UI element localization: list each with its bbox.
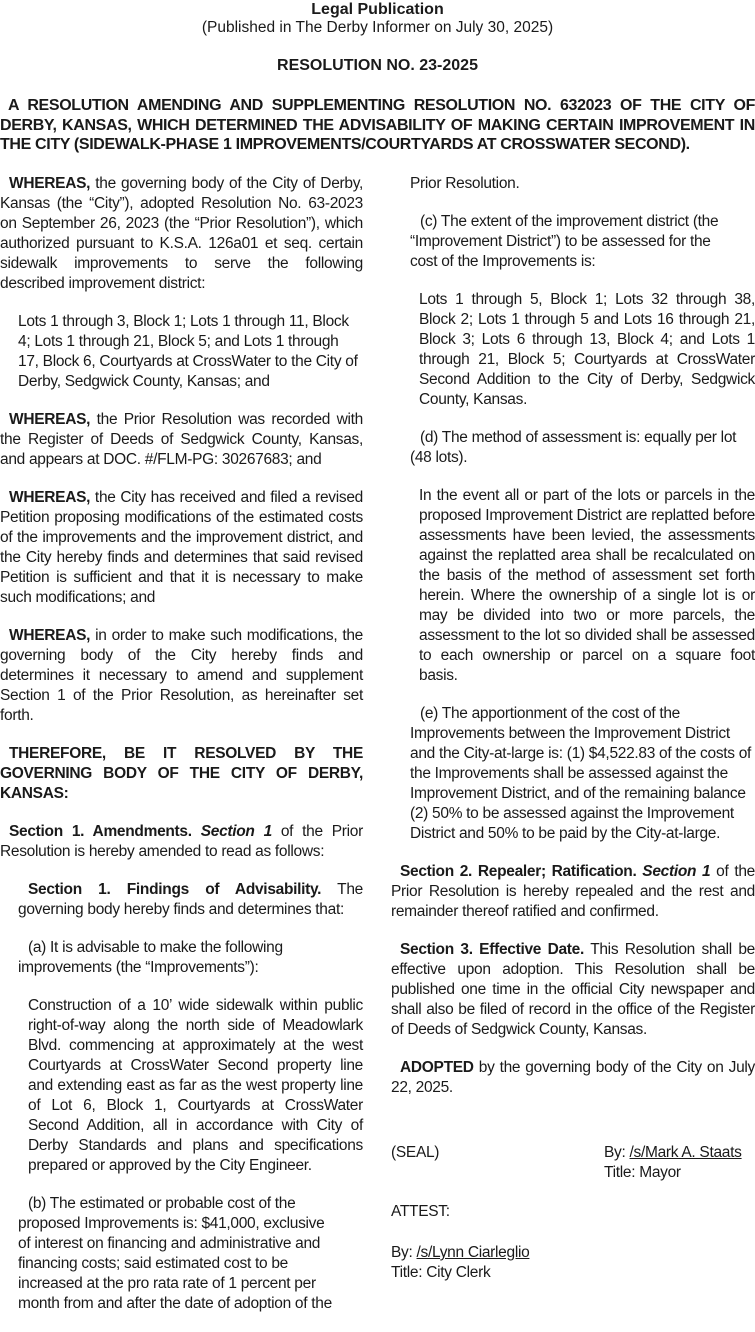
section-1-amendments (0, 822, 363, 862)
mayor-title: Title: Mayor (604, 1164, 681, 1181)
attest-label: ATTEST: (391, 1203, 450, 1220)
item-e: (e) The apportionment of the cost of the Improvements between the Improvement District and the City-at-large is: (1) $4,522.83 of the costs of the Improvements shall be assessed against the Improvement District, and of the remaining balance (2) 50% to be assessed against the Improvement District and 50% to be paid by the City-at-large. (410, 705, 752, 842)
item-b-continued: Prior Resolution. (410, 175, 520, 192)
left-column (0, 174, 363, 1332)
section-text: of the Prior Resolution is hereby amended to read as follows: (0, 823, 363, 860)
section-reference: Section 1 (200, 823, 272, 840)
section-heading: Section 1. Findings of Advisability. (28, 881, 322, 898)
section-heading: Section 3. Effective Date. (400, 941, 584, 958)
adopted-text: by the governing body of the City on July 22, 2025. (391, 1059, 755, 1096)
by-label: By: (604, 1144, 630, 1161)
whereas-paragraph-1 (0, 174, 363, 294)
item-c: (c) The extent of the improvement district (the “Improvement District”) to be assessed for the cost of the Improvements is: (410, 213, 719, 270)
whereas-lead: WHEREAS, (9, 175, 91, 192)
whereas-paragraph-4 (0, 626, 363, 726)
mayor-name: /s/Mark A. Staats (629, 1144, 742, 1161)
adopted-lead: ADOPTED (400, 1059, 474, 1076)
item-a: (a) It is advisable to make the following improvements (the “Improvements”): (18, 939, 283, 976)
mayor-by-line (604, 1143, 742, 1163)
section-text: This Resolution shall be effective upon adoption. This Resolution shall be published one time in the official City newspaper and shall also be filed of record in the office of the Register of Deeds of Sedgwick County, Kansas. (391, 941, 755, 1038)
construction-description: Construction of a 10’ wide sidewalk within public right-of-way along the north side of Meadowlark Blvd. commencing at approximately at the west Courtyards at CrossWater Second property line and extending east as far as the west property line of Lot 6, Block 1, Courtyards at CrossWater Second Addition, all in accordance with City of Derby Standards and plans and specifications prepared or approved by the City Engineer. (28, 997, 363, 1174)
by-label: By: (391, 1244, 417, 1261)
clerk-title: Title: City Clerk (391, 1264, 491, 1281)
section-text: of the Prior Resolution is hereby repealed and the rest and remainder thereof ratified and confirmed. (391, 863, 755, 920)
whereas-lead: WHEREAS, (9, 489, 91, 506)
district-description: Lots 1 through 3, Block 1; Lots 1 through 11, Block 4; Lots 1 through 21, Block 5; and Lots 1 through 17, Block 6, Courtyards at CrossWater to the City of Derby, Sedgwick County, Kansas; and (18, 313, 358, 390)
seal-label: (SEAL) (391, 1144, 440, 1161)
whereas-text: the governing body of the City of Derby, Kansas (the “City”), adopted Resolution No. 63-2023 on September 26, 2023 (the “Prior Resolution”), which authorized pursuant to K.S.A. 126a01 et seq. certain sidewalk improvements to serve the following described improvement district: (0, 175, 363, 292)
whereas-text: in order to make such modifications, the governing body of the City hereby finds and determines it necessary to amend and supplement Section 1 of the Prior Resolution, as hereinafter set forth. (0, 627, 363, 724)
item-d: (d) The method of assessment is: equally per lot (48 lots). (410, 429, 737, 466)
legal-publication-label: Legal Publication (311, 1, 444, 18)
section-reference: Section 1 (642, 863, 711, 880)
adopted-clause (391, 1058, 755, 1098)
section-heading: Section 2. Repealer; Ratification. (400, 863, 637, 880)
publication-note: (Published in The Derby Informer on July 30, 2025) (201, 19, 554, 36)
resolution-title: A RESOLUTION AMENDING AND SUPPLEMENTING RESOLUTION NO. 632023 OF THE CITY OF DERBY, KANSAS, WHICH DETERMINED THE ADVISABILITY OF MAKING CERTAIN IMPROVEMENT IN THE CITY (SIDEWALK-PHASE 1 IMPROVEMENTS/COURTYARDS AT CROSSWATER SECOND). (0, 97, 755, 153)
section-text: The governing body hereby finds and determines that: (18, 881, 363, 918)
therefore-clause: THEREFORE, BE IT RESOLVED BY THE GOVERNING BODY OF THE CITY OF DERBY, KANSAS: (0, 745, 363, 802)
whereas-paragraph-3 (0, 488, 363, 608)
section-2-repealer (391, 862, 755, 922)
whereas-paragraph-2 (0, 410, 363, 470)
mayor-signature (604, 1143, 742, 1183)
whereas-lead: WHEREAS, (9, 411, 91, 428)
clerk-name: /s/Lynn Ciarleglio (416, 1244, 530, 1261)
replat-provision: In the event all or part of the lots or parcels in the proposed Improvement District are replatted before assessments have been levied, the assessments against the replatted area shall be recalculated on the basis of the method of assessment set forth herein. Where the ownership of a single lot is or may be divided into two or more parcels, the assessment to the lot so divided shall be assessed to each ownership or parcel on a square foot basis. (419, 487, 755, 684)
whereas-lead: WHEREAS, (9, 627, 91, 644)
district-lots: Lots 1 through 5, Block 1; Lots 32 through 38, Block 2; Lots 1 through 5 and Lots 16 through 21, Block 3; Lots 6 through 13, Block 4; and Lots 1 through 21, Block 5; Courtyards at CrossWater Second Addition to the City of Derby, Sedgwick County, Kansas. (419, 291, 755, 408)
item-b: (b) The estimated or probable cost of the proposed Improvements is: $41,000, exclusive of interest on financing and administrative and financing costs; said estimated cost to be increased at the pro rata rate of 1 percent per month from and after the date of adoption of the (18, 1195, 332, 1312)
findings-of-advisability (18, 880, 363, 920)
section-heading: Section 1. Amendments. (9, 823, 192, 840)
clerk-by-line (391, 1243, 529, 1263)
right-column (391, 174, 755, 1116)
resolution-number: RESOLUTION NO. 23-2025 (277, 57, 478, 74)
section-3-effective-date (391, 940, 755, 1040)
whereas-text: the Prior Resolution was recorded with the Register of Deeds of Sedgwick County, Kansas, and appears at DOC. #/FLM-PG: 30267683; and (0, 411, 363, 468)
whereas-text: the City has received and filed a revised Petition proposing modifications of the estimated costs of the improvements and the improvement district, and the City hereby finds and determines that said revised Petition is sufficient and that it is necessary to make such modifications; and (0, 489, 363, 606)
clerk-signature (391, 1243, 529, 1283)
